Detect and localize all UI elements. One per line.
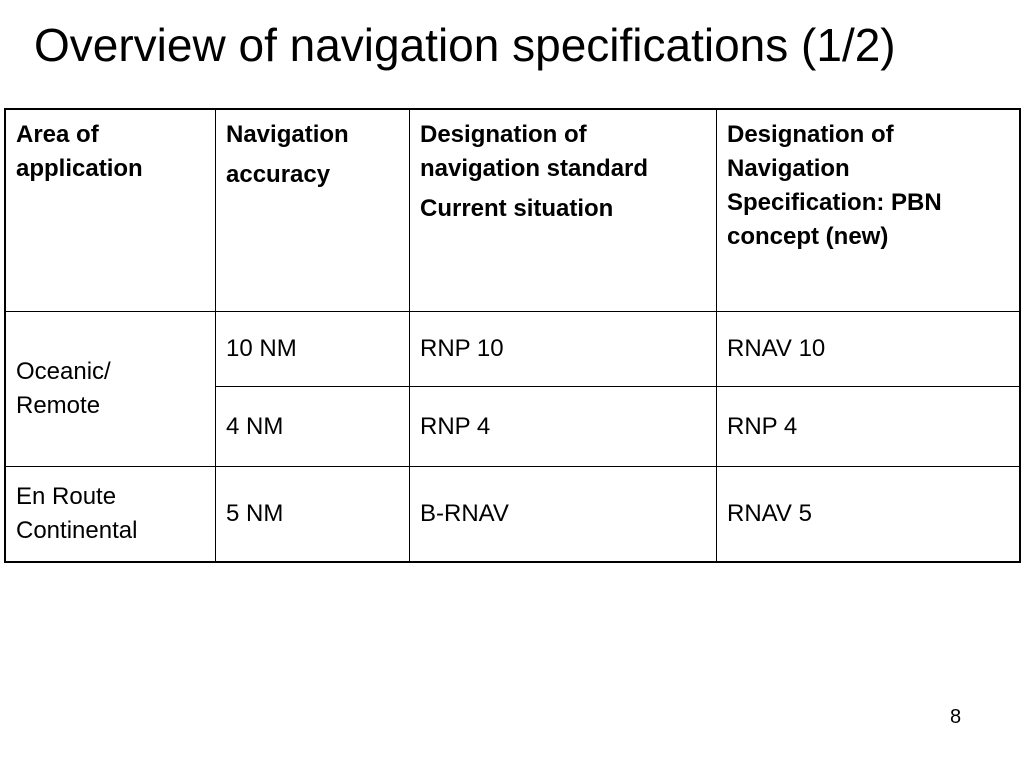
header-pbn-specification — [717, 109, 1021, 312]
cell-accuracy: 10 NM — [216, 312, 410, 387]
header-text: accuracy — [226, 161, 331, 188]
header-text: Designation of navigation standard — [420, 121, 649, 182]
table-row — [5, 312, 1020, 387]
slide-title: Overview of navigation specifications (1/2) — [34, 19, 896, 71]
cell-pbn-specification: RNAV 10 — [717, 312, 1021, 387]
cell-accuracy: 4 NM — [216, 387, 410, 467]
header-text: Area of application — [16, 121, 143, 182]
cell-current-standard: B-RNAV — [410, 467, 717, 563]
cell-current-standard: RNP 10 — [410, 312, 717, 387]
cell-area-oceanic-remote — [5, 312, 216, 467]
cell-pbn-specification: RNP 4 — [717, 387, 1021, 467]
cell-pbn-specification: RNAV 5 — [717, 467, 1021, 563]
cell-area-en-route-continental — [5, 467, 216, 563]
cell-current-standard: RNP 4 — [410, 387, 717, 467]
cell-text: Oceanic/ — [16, 358, 111, 385]
header-text: Navigation — [226, 121, 349, 148]
cell-text: Remote — [16, 392, 101, 419]
table-row — [5, 467, 1020, 563]
header-navigation-standard — [410, 109, 717, 312]
header-text: Current situation — [420, 195, 614, 222]
cell-text: Continental — [16, 517, 138, 544]
page-number: 8 — [950, 706, 962, 728]
header-text: Designation of Navigation Specification: PBN concept (new) — [727, 121, 942, 250]
header-navigation-accuracy — [216, 109, 410, 312]
cell-text: En Route — [16, 483, 117, 510]
table-header-row — [5, 109, 1020, 312]
cell-accuracy: 5 NM — [216, 467, 410, 563]
header-area-of-application — [5, 109, 216, 312]
navigation-spec-table — [4, 108, 1021, 563]
